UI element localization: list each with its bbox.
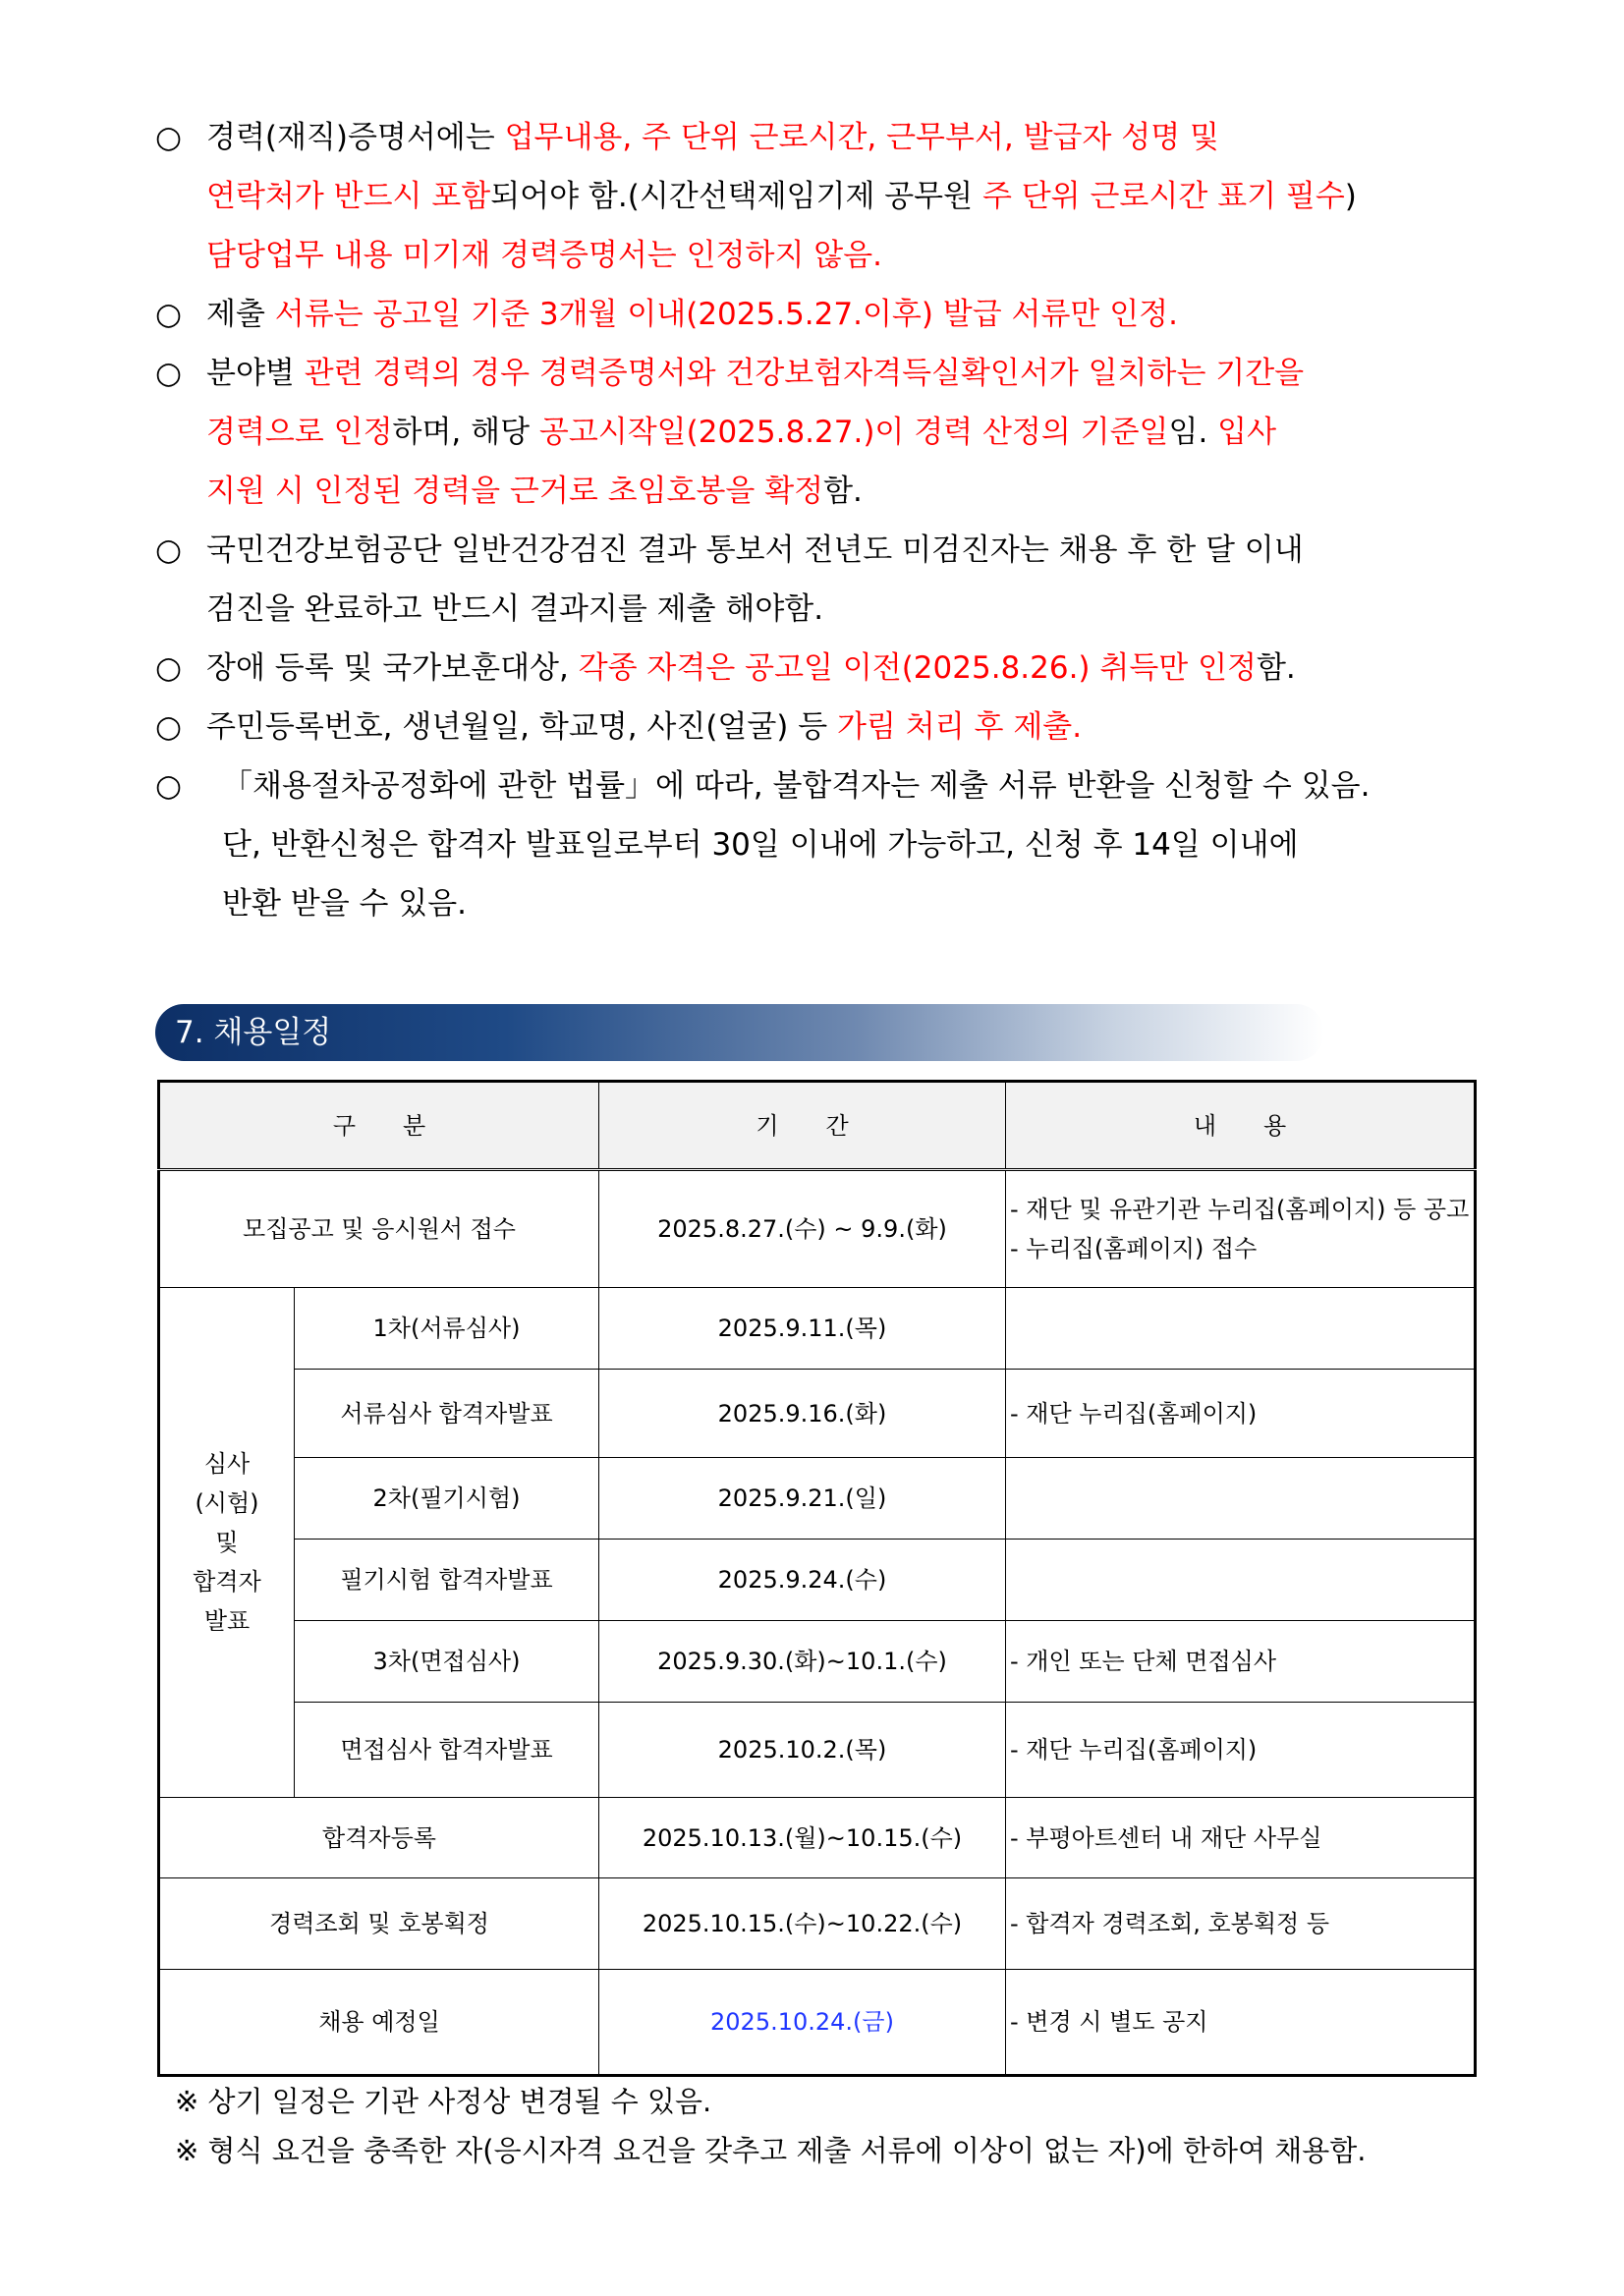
bullet-line <box>155 167 1482 226</box>
bullet-line <box>155 462 1482 521</box>
table-row <box>159 1970 1476 2076</box>
table-row <box>159 1170 1476 1288</box>
table-row <box>159 1458 1476 1540</box>
header-content: 내 용 <box>1006 1082 1476 1170</box>
emphasis-text: 서류는 공고일 기준 3개월 이내(2025.5.27.이후) 발급 서류만 인정. <box>274 297 1178 332</box>
section-header-bar <box>155 1004 1324 1061</box>
bullet-circle-icon: ○ <box>155 356 183 391</box>
body-text: 경력(재직)증명서에는 <box>206 120 505 155</box>
row-content: - 합격자 경력조회, 호봉획정 등 <box>1006 1878 1476 1970</box>
emphasis-text: 지원 시 인정된 경력을 근거로 초임호봉을 확정 <box>206 474 824 509</box>
content-line: - 누리집(홈페이지) 접수 <box>1010 1235 1258 1262</box>
bullet-circle-icon: ○ <box>155 709 183 745</box>
body-text: 제출 <box>206 297 275 332</box>
bullet-item <box>155 521 1482 639</box>
body-text: 하며, 해당 <box>392 415 539 450</box>
body-text: 검진을 완료하고 반드시 결과지를 제출 해야함. <box>206 591 824 627</box>
table-row <box>159 1370 1476 1458</box>
row-period: 2025.9.30.(화)~10.1.(수) <box>599 1621 1006 1703</box>
table-row <box>159 1878 1476 1970</box>
body-text: 국민건강보험공단 일반건강검진 결과 통보서 전년도 미검진자는 채용 후 한 달 이내 <box>206 532 1304 568</box>
bullet-circle-icon: ○ <box>155 650 183 686</box>
body-text: 임. <box>1168 415 1218 450</box>
bullet-circle-icon: ○ <box>155 532 183 568</box>
emphasis-text: 주 단위 근로시간 표기 필수 <box>981 179 1345 214</box>
bullet-line <box>155 344 1482 403</box>
row-period: 2025.10.2.(목) <box>599 1703 1006 1798</box>
emphasis-text: 경력으로 인정 <box>206 415 393 450</box>
bullet-line <box>155 403 1482 462</box>
emphasis-text: 담당업무 내용 미기재 경력증명서는 인정하지 않음. <box>206 238 882 273</box>
row-period: 2025.9.24.(수) <box>599 1540 1006 1621</box>
schedule-table <box>157 1080 1477 2077</box>
bullet-line <box>155 226 1482 285</box>
bullet-circle-icon: ○ <box>155 297 183 332</box>
emphasis-text: 관련 경력의 경우 경력증명서와 건강보험자격득실확인서가 일치하는 기간을 <box>304 356 1305 391</box>
bullet-item <box>155 698 1482 756</box>
group-label: 심사 (시험) 및 합격자 발표 <box>159 1288 295 1798</box>
emphasis-text: 각종 자격은 공고일 이전(2025.8.26.) 취득만 인정 <box>578 650 1257 686</box>
row-content: - 부평아트센터 내 재단 사무실 <box>1006 1798 1476 1878</box>
bullet-line <box>155 756 1482 815</box>
body-text: 주민등록번호, 생년월일, 학교명, 사진(얼굴) 등 <box>206 709 838 745</box>
row-label: 2차(필기시험) <box>295 1458 599 1540</box>
section-title: 7. 채용일정 <box>175 1015 332 1050</box>
emphasis-text: 업무내용, 주 단위 근로시간, 근무부서, 발급자 성명 및 <box>504 120 1219 155</box>
row-period: 2025.10.15.(수)~10.22.(수) <box>599 1878 1006 1970</box>
row-label: 채용 예정일 <box>159 1970 599 2076</box>
bullet-item <box>155 344 1482 521</box>
bullet-line <box>155 580 1482 639</box>
emphasis-text: 공고시작일(2025.8.27.)이 경력 산정의 기준일 <box>538 415 1169 450</box>
note-schedule-change: ※ 상기 일정은 기관 사정상 변경될 수 있음. <box>175 2085 712 2118</box>
row-label: 서류심사 합격자발표 <box>295 1370 599 1458</box>
row-content: - 변경 시 별도 공지 <box>1006 1970 1476 2076</box>
bullet-line <box>155 874 1482 933</box>
note-eligibility: ※ 형식 요건을 충족한 자(응시자격 요건을 갖추고 제출 서류에 이상이 없는 자)에 한하여 채용함. <box>175 2134 1367 2167</box>
body-text: 함. <box>823 474 863 509</box>
row-label: 필기시험 합격자발표 <box>295 1540 599 1621</box>
row-label: 경력조회 및 호봉획정 <box>159 1878 599 1970</box>
bullet-item <box>155 285 1482 344</box>
row-content <box>1006 1288 1476 1370</box>
body-text: 단, 반환신청은 합격자 발표일로부터 30일 이내에 가능하고, 신청 후 14일 이내에 <box>222 827 1299 863</box>
body-text: 되어야 함.(시간선택제임기제 공무원 <box>490 179 982 214</box>
body-text: 함. <box>1256 650 1296 686</box>
emphasis-text: 입사 <box>1217 415 1277 450</box>
row-content: - 재단 누리집(홈페이지) <box>1006 1703 1476 1798</box>
bullet-circle-icon: ○ <box>155 768 183 804</box>
row-content <box>1006 1170 1476 1288</box>
table-header-row <box>159 1082 1476 1170</box>
hire-date: 2025.10.24.(금) <box>599 1970 1006 2076</box>
table-row <box>159 1798 1476 1878</box>
row-label: 1차(서류심사) <box>295 1288 599 1370</box>
table-row <box>159 1621 1476 1703</box>
row-label: 모집공고 및 응시원서 접수 <box>159 1170 599 1288</box>
bullet-item <box>155 756 1482 933</box>
row-period: 2025.8.27.(수) ~ 9.9.(화) <box>599 1170 1006 1288</box>
row-content <box>1006 1540 1476 1621</box>
emphasis-text: 가림 처리 후 제출. <box>837 709 1083 745</box>
row-period: 2025.9.21.(일) <box>599 1458 1006 1540</box>
body-text: ) <box>1344 179 1357 214</box>
row-label: 3차(면접심사) <box>295 1621 599 1703</box>
body-text: 장애 등록 및 국가보훈대상, <box>206 650 579 686</box>
bullet-line <box>155 521 1482 580</box>
header-category: 구 분 <box>159 1082 599 1170</box>
emphasis-text: 연락처가 반드시 포함 <box>206 179 491 214</box>
bullet-line <box>155 698 1482 756</box>
bullet-line <box>155 108 1482 167</box>
header-period: 기 간 <box>599 1082 1006 1170</box>
bullet-line <box>155 815 1482 874</box>
body-text: 「채용절차공정화에 관한 법률」에 따라, 불합격자는 제출 서류 반환을 신청할 수 있음. <box>222 768 1371 804</box>
row-content <box>1006 1458 1476 1540</box>
bullet-line <box>155 285 1482 344</box>
body-text: 반환 받을 수 있음. <box>222 886 468 922</box>
table-row <box>159 1288 1476 1370</box>
table-row <box>159 1703 1476 1798</box>
row-label: 면접심사 합격자발표 <box>295 1703 599 1798</box>
table-row <box>159 1540 1476 1621</box>
body-text: 분야별 <box>206 356 305 391</box>
row-period: 2025.9.11.(목) <box>599 1288 1006 1370</box>
row-label: 합격자등록 <box>159 1798 599 1878</box>
bullet-item <box>155 639 1482 698</box>
row-period: 2025.10.13.(월)~10.15.(수) <box>599 1798 1006 1878</box>
row-content: - 재단 누리집(홈페이지) <box>1006 1370 1476 1458</box>
content-line: - 재단 및 유관기관 누리집(홈페이지) 등 공고 <box>1010 1196 1470 1223</box>
row-period: 2025.9.16.(화) <box>599 1370 1006 1458</box>
bullet-line <box>155 639 1482 698</box>
bullet-circle-icon: ○ <box>155 120 183 155</box>
bullet-item <box>155 108 1482 285</box>
row-content: - 개인 또는 단체 면접심사 <box>1006 1621 1476 1703</box>
